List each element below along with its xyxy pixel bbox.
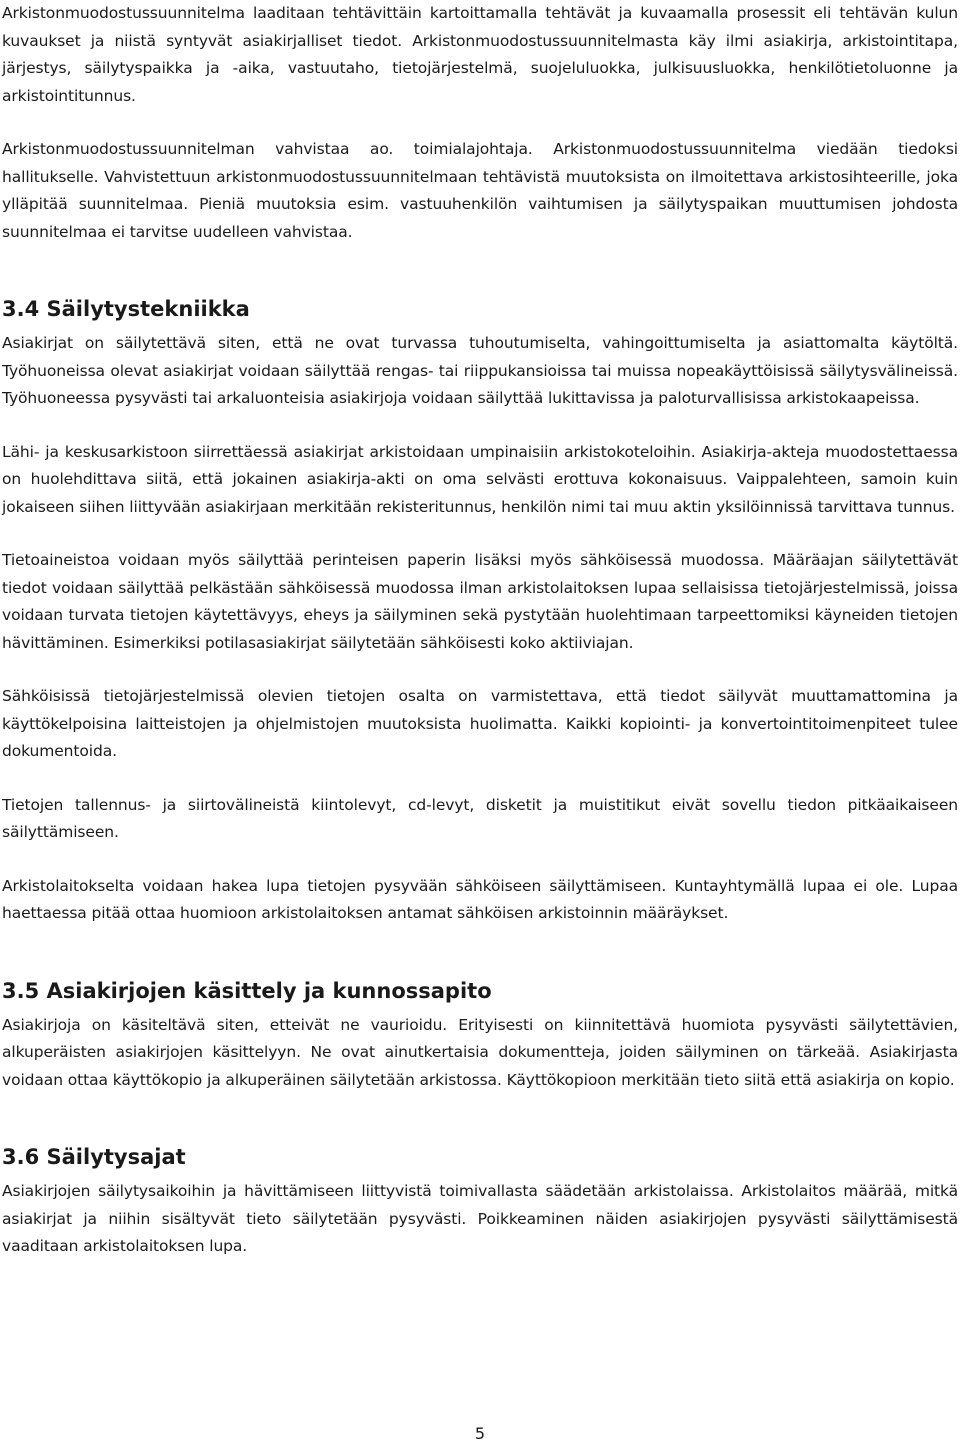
section-document-handling: [2, 976, 958, 1095]
paragraph-retention-1: Asiakirjojen säilytysaikoihin ja hävittämiseen liittyvistä toimivallasta säädetään arkistolaissa. Arkistolaitos määrää, mitkä asiakirjat ja niihin sisältyvät tieto säilytetään pysyvästi. Poikkeaminen näiden asiakirjojen pysyvästi säilyttämisestä vaaditaan arkistolaitoksen lupa.: [2, 1182, 958, 1255]
page-number: 5: [474, 1424, 486, 1443]
section-heading-3-4: 3.4 Säilytystekniikka: [2, 297, 250, 321]
paragraph-storage-3: Tietoaineistoa voidaan myös säilyttää perinteisen paperin lisäksi myös sähköisessä muodossa. Määräajan säilytettävät tiedot voidaan säilyttää pelkästään sähköisessä muodossa ilman arkistolaitoksen lupaa sellaisissa tietojärjestelmissä, joissa voidaan turvata tietojen käytettävyys, eheys ja säilyminen sekä pystytään huolehtimaan tarpeettomiksi käyneiden tietojen hävittäminen. Esimerkiksi potilasasiakirjat säilytetään sähköisesti koko aktiiviajan.: [2, 551, 958, 652]
page-content: [2, 0, 958, 1261]
section-storage-technique: [2, 294, 958, 928]
paragraph-storage-1: Asiakirjat on säilytettävä siten, että ne ovat turvassa tuhoutumiselta, vahingoittumiselta ja asiattomalta käytöltä. Työhuoneissa olevat asiakirjat voidaan säilyttää rengas- tai riippukansioissa tai muissa nopeakäyttöisissä säilytysvälineissä. Työhuoneessa pysyvästi tai arkaluonteisia asiakirjoja voidaan säilyttää lukittavissa ja paloturvallisissa arkistokaapeissa.: [2, 334, 958, 407]
paragraph-storage-6: Arkistolaitokselta voidaan hakea lupa tietojen pysyvään sähköiseen säilyttämiseen. Kuntayhtymällä lupaa ei ole. Lupaa haettaessa pitää ottaa huomioon arkistolaitoksen antamat sähköisen arkistoinnin määräykset.: [2, 876, 958, 922]
section-heading-3-6: 3.6 Säilytysajat: [2, 1145, 186, 1169]
paragraph-storage-2: Lähi- ja keskusarkistoon siirrettäessä asiakirjat arkistoidaan umpinaisiin arkistokoteloihin. Asiakirja-akteja muodostettaessa on huolehdittava siitä, että jokainen asiakirja-akti on oma selvästi erottuva kokonaisuus. Vaippalehteen, samoin kuin jokaiseen siihen liittyvään asiakirjaan merkitään rekisteritunnus, henkilön nimi tai muu aktin yksilöinnissä tarvittava tunnus.: [2, 442, 958, 516]
paragraph-archive-plan-approval: Arkistonmuodostussuunnitelman vahvistaa ao. toimialajohtaja. Arkistonmuodostussuunnitelma viedään tiedoksi hallitukselle. Vahvistettuun arkistonmuodostussuunnitelmaan tehtävistä muutoksista on ilmoitettava arkistosihteerille, joka ylläpitää suunnitelmaa. Pieniä muutoksia esim. vastuuhenkilön vaihtumisen ja säilytyspaikan muuttumisen johdosta suunnitelmaa ei tarvitse uudelleen vahvistaa.: [2, 140, 958, 241]
section-heading-3-5: 3.5 Asiakirjojen käsittely ja kunnossapito: [2, 978, 492, 1003]
paragraph-archive-plan-description: Arkistonmuodostussuunnitelma laaditaan tehtävittäin kartoittamalla tehtävät ja kuvaamalla prosessit eli tehtävän kulun kuvaukset ja niistä syntyvät asiakirjalliset tiedot. Arkistonmuodostussuunnitelmasta käy ilmi asiakirja, arkistointitapa, järjestys, säilytyspaikka ja -aika, vastuutaho, tietojärjestelmä, suojeluluokka, julkisuusluokka, henkilötietoluonne ja arkistointitunnus.: [2, 4, 958, 105]
paragraph-storage-4: Sähköisissä tietojärjestelmissä olevien tietojen osalta on varmistettava, että tiedot säilyvät muuttamattomina ja käyttökelpoisina laitteistojen ja ohjelmistojen muutoksista huolimatta. Kaikki kopiointi- ja konvertointitoimenpiteet tulee dokumentoida.: [2, 687, 958, 760]
paragraph-storage-5: Tietojen tallennus- ja siirtovälineistä kiintolevyt, cd-levyt, disketit ja muistitikut eivät sovellu tiedon pitkäaikaiseen säilyttämiseen.: [2, 795, 958, 841]
paragraph-handling-1: Asiakirjoja on käsiteltävä siten, etteivät ne vaurioidu. Erityisesti on kiinnitettävä huomiota pysyvästi säilytettävien, alkuperäisten asiakirjojen käsittelyyn. Ne ovat ainutkertaisia dokumentteja, joiden säilyminen on tärkeää. Asiakirjasta voidaan ottaa käyttökopio ja alkuperäinen säilytetään arkistossa. Käyttökopioon merkitään tieto siitä että asiakirja on kopio.: [2, 1015, 958, 1089]
section-retention-times: [2, 1142, 958, 1261]
